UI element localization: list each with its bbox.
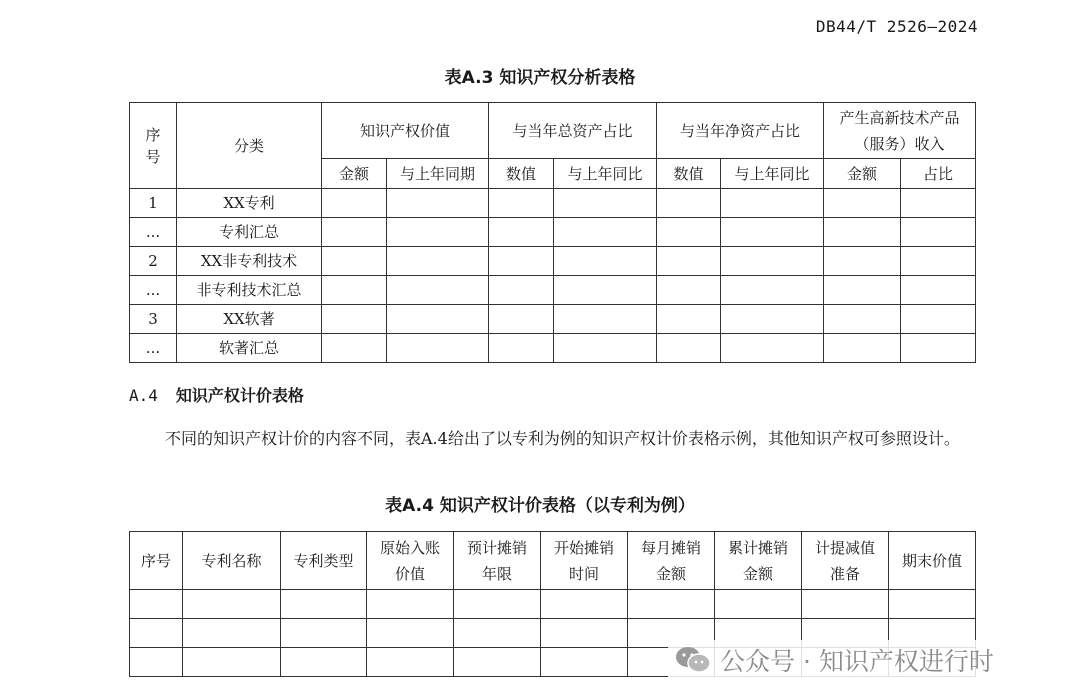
- header-amortization-start: 开始摊销 时间: [541, 532, 628, 590]
- row-category: XX专利: [177, 189, 322, 218]
- table-a3-caption: 表A.3 知识产权分析表格: [444, 68, 636, 88]
- table-row: [130, 276, 976, 305]
- row-category: 软著汇总: [177, 334, 322, 363]
- row-category: XX软著: [177, 305, 322, 334]
- header-ip-value: 知识产权价值: [322, 103, 489, 159]
- row-seq: 1: [130, 189, 177, 218]
- header-seq-no: 序号: [130, 532, 183, 590]
- table-row: [130, 334, 976, 363]
- header-patent-type: 专利类型: [281, 532, 367, 590]
- watermark-text: 公众号 · 知识产权进行时: [720, 647, 994, 676]
- header-high-tech-income: 产生高新技术产品 （服务）收入: [824, 103, 976, 159]
- row-seq: 3: [130, 305, 177, 334]
- section-number: A.4: [129, 386, 158, 405]
- subheader-ip-yoy: 与上年同期: [387, 159, 489, 189]
- header-net-assets-ratio: 与当年净资产占比: [657, 103, 824, 159]
- subheader-ta-value: 数值: [489, 159, 554, 189]
- watermark: [668, 640, 1000, 680]
- section-a4-heading: [129, 383, 304, 406]
- header-seq: 序 号: [130, 103, 177, 189]
- wechat-icon: [674, 645, 712, 675]
- table-a4-caption: 表A.4 知识产权计价表格（以专利为例）: [385, 496, 695, 516]
- row-category: 非专利技术汇总: [177, 276, 322, 305]
- header-accumulated-amortization: 累计摊销 金额: [715, 532, 802, 590]
- table-a3: [129, 102, 976, 363]
- subheader-na-yoy: 与上年同比: [721, 159, 824, 189]
- row-seq: ...: [130, 218, 177, 247]
- table-row: [130, 305, 976, 334]
- header-category: 分类: [177, 103, 322, 189]
- row-seq: ...: [130, 334, 177, 363]
- table-row: [130, 218, 976, 247]
- row-category: 专利汇总: [177, 218, 322, 247]
- table-row: [130, 590, 976, 619]
- header-monthly-amortization: 每月摊销 金额: [628, 532, 715, 590]
- header-impairment-provision: 计提减值 准备: [802, 532, 889, 590]
- header-total-assets-ratio: 与当年总资产占比: [489, 103, 657, 159]
- row-category: XX非专利技术: [177, 247, 322, 276]
- table-row: [130, 247, 976, 276]
- header-patent-name: 专利名称: [183, 532, 281, 590]
- subheader-ht-amount: 金额: [824, 159, 901, 189]
- section-title: 知识产权计价表格: [175, 386, 304, 405]
- header-ending-value: 期末价值: [889, 532, 976, 590]
- subheader-ip-amount: 金额: [322, 159, 387, 189]
- row-seq: 2: [130, 247, 177, 276]
- section-a4-paragraph: 不同的知识产权计价的内容不同，表A.4给出了以专利为例的知识产权计价表格示例，其他知识产权可参照设计。: [165, 429, 960, 448]
- table-row: [130, 189, 976, 218]
- header-original-value: 原始入账 价值: [367, 532, 454, 590]
- subheader-na-value: 数值: [657, 159, 721, 189]
- header-amortization-years: 预计摊销 年限: [454, 532, 541, 590]
- document-id: DB44/T 2526—2024: [815, 17, 978, 36]
- subheader-ta-yoy: 与上年同比: [554, 159, 657, 189]
- row-seq: ...: [130, 276, 177, 305]
- subheader-ht-share: 占比: [901, 159, 976, 189]
